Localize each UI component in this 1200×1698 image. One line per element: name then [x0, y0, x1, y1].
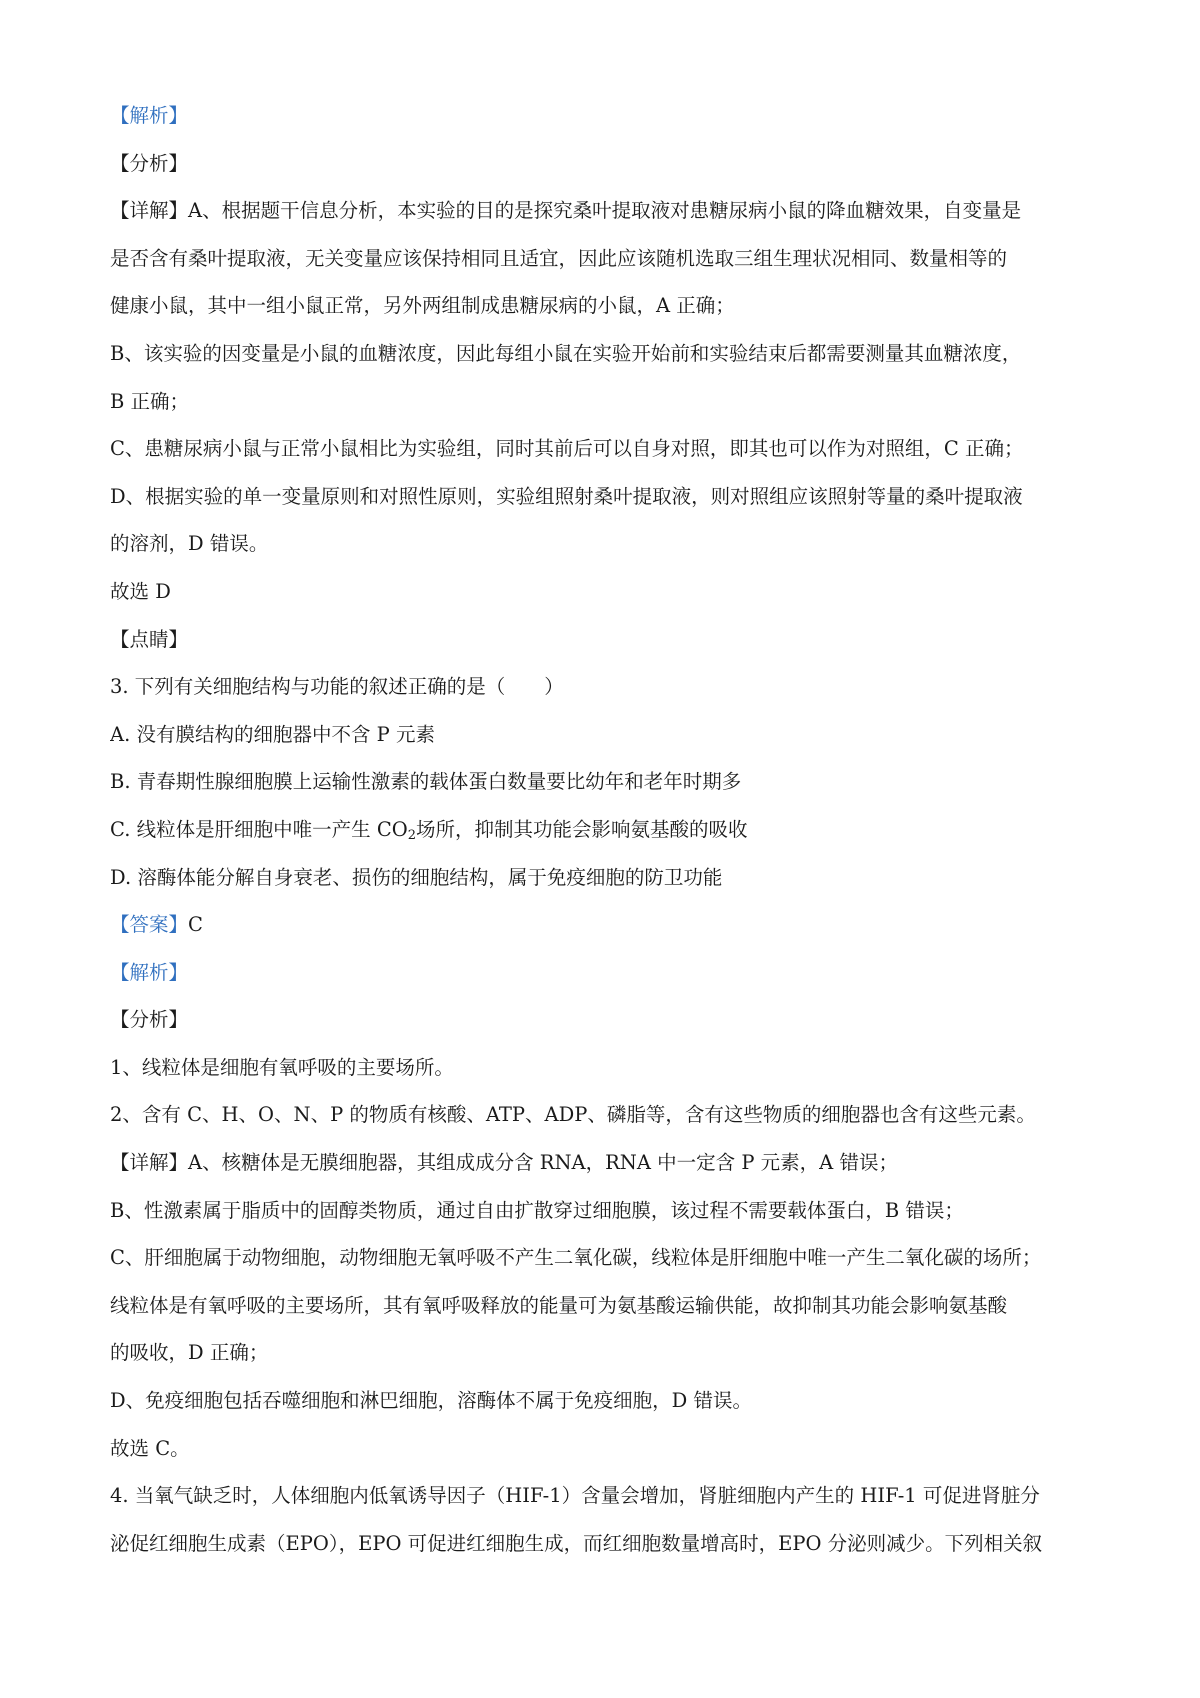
line-text: 是否含有桑叶提取液，无关变量应该保持相同且适宜，因此应该随机选取三组生理状况相同、数量相等的 — [110, 246, 1008, 270]
text-line — [110, 473, 1100, 521]
section-tag: 【答案】 — [110, 913, 189, 937]
line-text: D. 溶酶体能分解自身衰老、损伤的细胞结构，属于免疫细胞的防卫功能 — [110, 865, 723, 889]
line-text: 2、含有 C、H、O、N、P 的物质有核酸、ATP、ADP、磷脂等，含有这些物质的细胞器也含有这些元素。 — [110, 1103, 1036, 1127]
line-text: 的吸收，D 正确； — [110, 1341, 269, 1365]
line-text: 的溶剂，D 错误。 — [110, 532, 269, 556]
line-text: B、该实验的因变量是小鼠的血糖浓度，因此每组小鼠在实验开始前和实验结束后都需要测量其血糖浓度， — [110, 341, 1022, 365]
text-line — [110, 996, 1100, 1044]
text-line — [110, 187, 1100, 235]
text-line — [110, 1377, 1100, 1425]
text-line — [110, 1282, 1100, 1330]
line-text: D、免疫细胞包括吞噬细胞和淋巴细胞，溶酶体不属于免疫细胞，D 错误。 — [110, 1389, 752, 1413]
line-text: 健康小鼠，其中一组小鼠正常，另外两组制成患糖尿病的小鼠，A 正确； — [110, 294, 735, 318]
line-text: 1、线粒体是细胞有氧呼吸的主要场所。 — [110, 1055, 454, 1079]
subscript: 2 — [407, 827, 417, 843]
text-line — [110, 1187, 1100, 1235]
text-line — [110, 711, 1100, 759]
text-line — [110, 235, 1100, 283]
line-text: D、根据实验的单一变量原则和对照性原则，实验组照射桑叶提取液，则对照组应该照射等量的桑叶提取液 — [110, 484, 1023, 508]
line-text: C、患糖尿病小鼠与正常小鼠相比为实验组，同时其前后可以自身对照，即其也可以作为对照组，C 正确； — [110, 437, 1024, 461]
line-text: 4. 当氧气缺乏时，人体细胞内低氧诱导因子（HIF-1）含量会增加，肾脏细胞内产生的 HIF-1 可促进肾脏分 — [110, 1484, 1040, 1508]
line-text: C、肝细胞属于动物细胞，动物细胞无氧呼吸不产生二氧化碳，线粒体是肝细胞中唯一产生二氧化碳的场所； — [110, 1246, 1042, 1270]
line-text: A. 没有膜结构的细胞器中不含 P 元素 — [110, 722, 435, 746]
text-line — [110, 378, 1100, 426]
text-line — [110, 568, 1100, 616]
line-text: 3. 下列有关细胞结构与功能的叙述正确的是（ ） — [110, 675, 564, 699]
text-line — [110, 758, 1100, 806]
line-text: C. 线粒体是肝细胞中唯一产生 CO — [110, 817, 408, 841]
text-line — [110, 854, 1100, 902]
text-line — [110, 330, 1100, 378]
text-line — [110, 425, 1100, 473]
text-line — [110, 949, 1100, 997]
text-line — [110, 1234, 1100, 1282]
section-tag: 【分析】 — [110, 151, 189, 175]
text-line — [110, 1044, 1100, 1092]
line-text: B、性激素属于脂质中的固醇类物质，通过自由扩散穿过细胞膜，该过程不需要载体蛋白，B 错误； — [110, 1198, 964, 1222]
line-text: 故选 D — [110, 579, 171, 603]
text-line — [110, 1425, 1100, 1473]
line-text: 泌促红细胞生成素（EPO），EPO 可促进红细胞生成，而红细胞数量增高时，EPO 分泌则减少。下列相关叙 — [110, 1531, 1043, 1555]
line-text-after: 场所，抑制其功能会影响氨基酸的吸收 — [416, 817, 748, 841]
document-page — [110, 92, 1100, 1567]
text-line — [110, 616, 1100, 664]
line-text: A、核糖体是无膜细胞器，其组成成分含 RNA，RNA 中一定含 P 元素，A 错误； — [188, 1151, 898, 1175]
line-text: 故选 C。 — [110, 1436, 190, 1460]
text-line — [110, 1091, 1100, 1139]
text-line — [110, 1472, 1100, 1520]
text-line — [110, 1139, 1100, 1187]
line-text: B. 青春期性腺细胞膜上运输性激素的载体蛋白数量要比幼年和老年时期多 — [110, 770, 742, 794]
text-line — [110, 1329, 1100, 1377]
line-text: C — [188, 913, 203, 937]
line-text: 线粒体是有氧呼吸的主要场所，其有氧呼吸释放的能量可为氨基酸运输供能，故抑制其功能会影响氨基酸 — [110, 1293, 1008, 1317]
section-tag: 【分析】 — [110, 1008, 189, 1032]
section-tag: 【解析】 — [110, 104, 189, 127]
section-tag: 【解析】 — [110, 960, 189, 984]
text-line — [110, 92, 1100, 140]
text-line — [110, 282, 1100, 330]
text-line — [110, 1520, 1100, 1568]
section-tag: 【详解】 — [110, 1151, 189, 1175]
section-tag: 【详解】 — [110, 199, 189, 223]
text-line — [110, 140, 1100, 188]
text-line — [110, 520, 1100, 568]
text-line — [110, 806, 1100, 854]
line-text: B 正确； — [110, 389, 190, 413]
line-text: A、根据题干信息分析，本实验的目的是探究桑叶提取液对患糖尿病小鼠的降血糖效果，自变量是 — [188, 199, 1022, 223]
text-line — [110, 663, 1100, 711]
section-tag: 【点睛】 — [110, 627, 189, 651]
text-line — [110, 901, 1100, 949]
